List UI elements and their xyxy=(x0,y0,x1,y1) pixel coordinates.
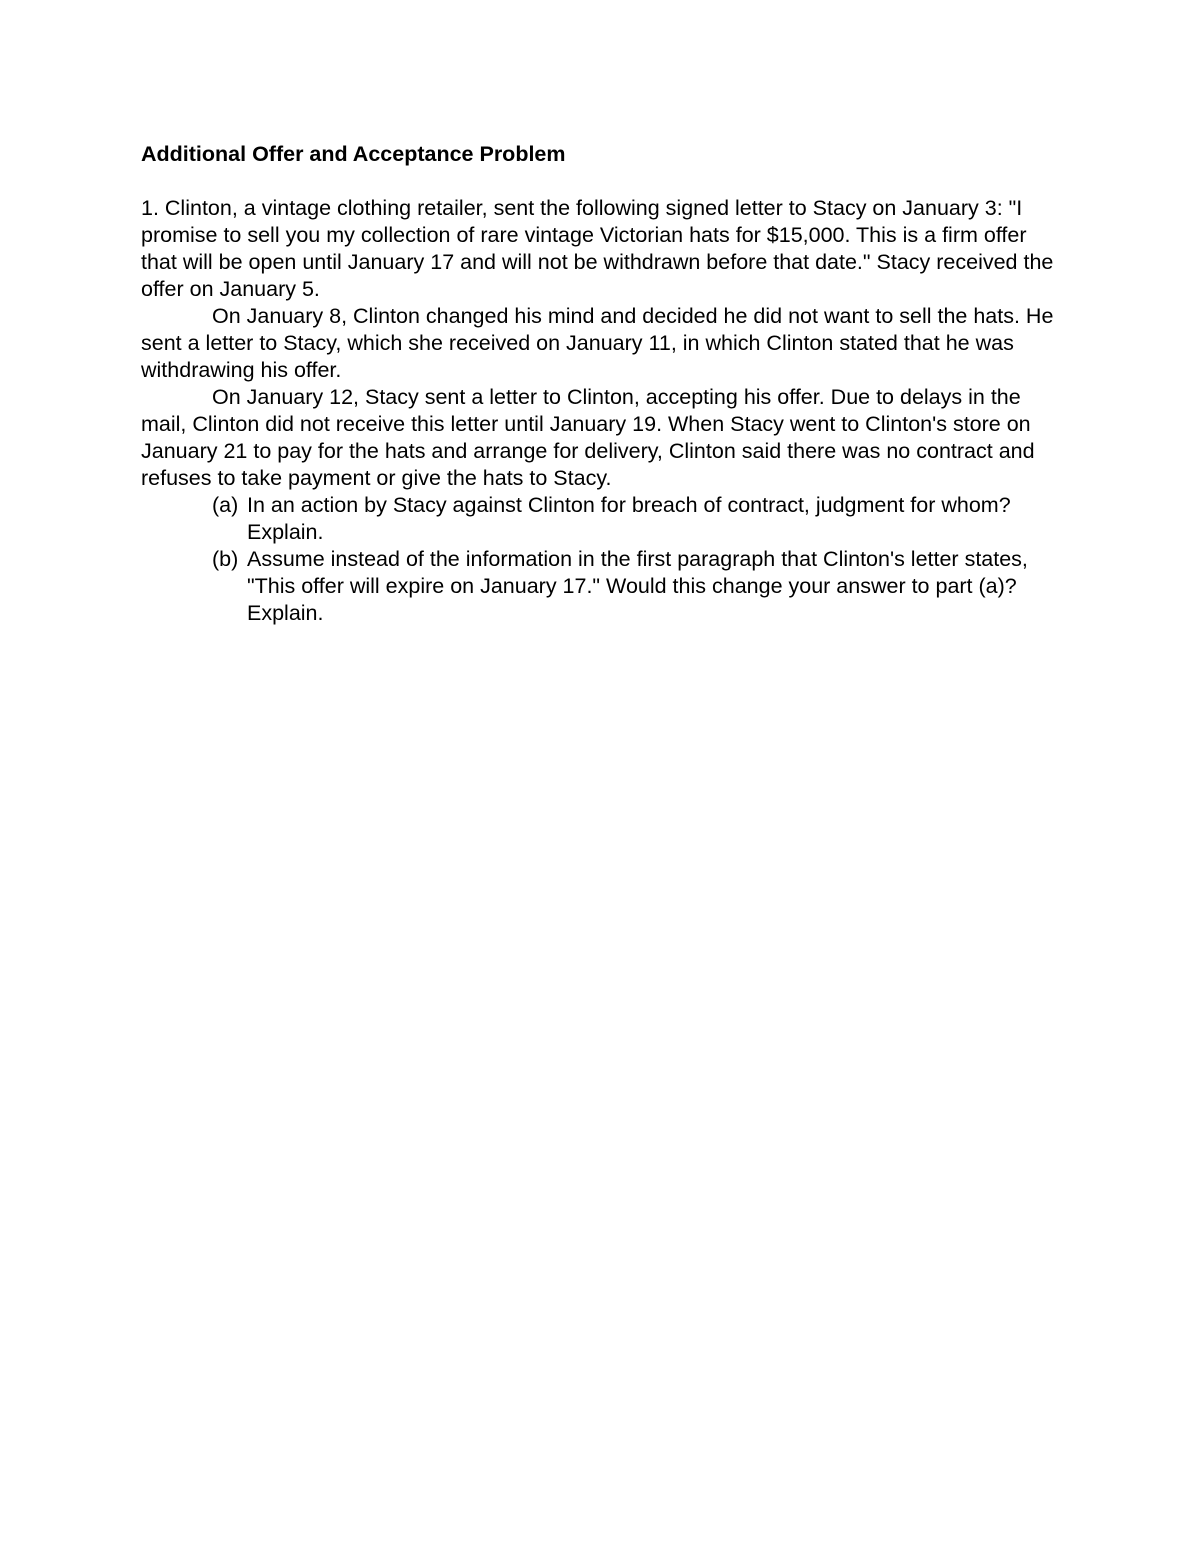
question-b-text: Assume instead of the information in the first paragraph that Clinton's letter states, "This offer will expire on January 17." Would this change your answer to part (a)? Explain. xyxy=(247,547,1028,625)
question-a xyxy=(141,492,1061,546)
question-a-text: In an action by Stacy against Clinton for breach of contract, judgment for whom? Explain. xyxy=(247,493,1011,544)
question-list xyxy=(141,492,1061,627)
question-b xyxy=(141,546,1061,627)
question-b-marker: (b) xyxy=(212,547,239,571)
document-title: Additional Offer and Acceptance Problem xyxy=(141,142,566,166)
problem-paragraph-2: On January 8, Clinton changed his mind and decided he did not want to sell the hats. He sent a letter to Stacy, which she received on January 11, in which Clinton stated that he was withdrawing his offer. xyxy=(141,304,1054,382)
document-body xyxy=(141,141,1061,627)
problem-paragraph-1: 1. Clinton, a vintage clothing retailer, sent the following signed letter to Stacy on January 3: "I promise to sell you my collection of rare vintage Victorian hats for $15,000. This is a firm offer that will be open until January 17 and will not be withdrawn before that date." Stacy received the offer on January 5. xyxy=(141,196,1054,301)
problem-paragraph-3: On January 12, Stacy sent a letter to Clinton, accepting his offer. Due to delays in the mail, Clinton did not receive this letter until January 19. When Stacy went to Clinton's store on January 21 to pay for the hats and arrange for delivery, Clinton said there was no contract and refuses to take payment or give the hats to Stacy. xyxy=(141,385,1035,490)
question-a-marker: (a) xyxy=(212,493,239,517)
